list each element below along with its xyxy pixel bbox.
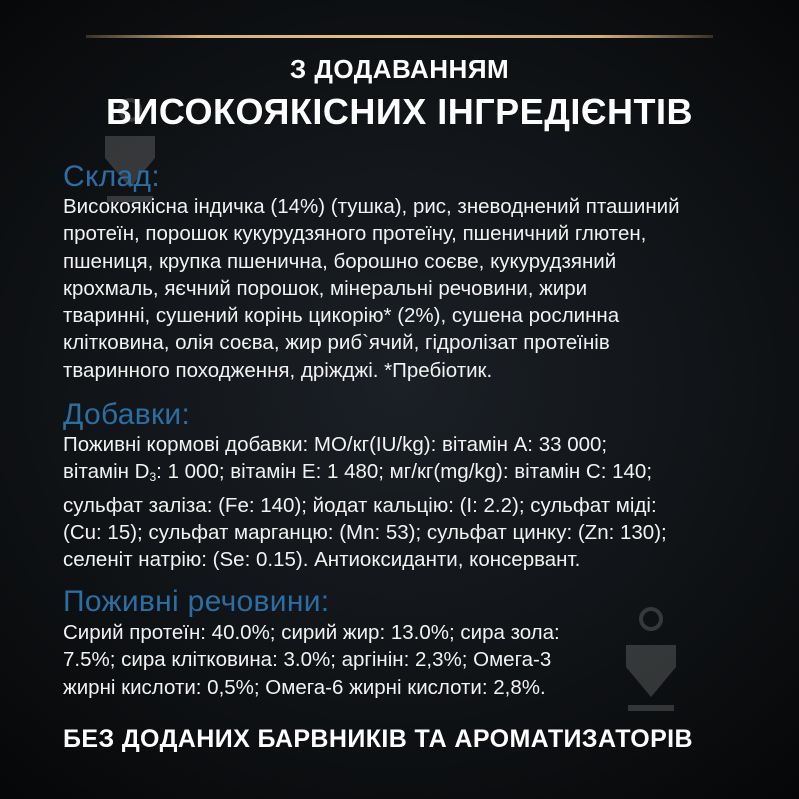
composition-line: крохмаль, яєчний порошок, мінеральні речовини, жири (63, 276, 588, 300)
composition-line: Високоякісна індичка (14%) (тушка), рис, зневоднений пташиний (63, 195, 680, 218)
composition-line: пшениця, крупка пшенична, борошно соєве, кукурудзяний (63, 249, 617, 273)
headline-line-2: ВИСОКОЯКІСНИХ ІНГРЕДІЄНТІВ (106, 91, 693, 132)
footer-claim: БЕЗ ДОДАНИХ БАРВНИКІВ ТА АРОМАТИЗАТОРІВ (63, 725, 693, 753)
additives-line-prefix: вітамін D (63, 460, 150, 484)
composition-text (63, 193, 763, 384)
nutrients-line: Сирий протеїн: 40.0%; сирий жир: 13.0%; сира зола: (63, 621, 560, 644)
additives-line: (Cu: 15); сульфат марганцю: (Mn: 53); сульфат цинку: (Zn: 130); (63, 520, 667, 544)
additives-text (63, 431, 763, 573)
composition-heading: Склад: (63, 160, 160, 193)
nutrients-text (63, 619, 763, 701)
composition-line: тваринні, сушений корінь цикорію* (2%), сушена рослинна (63, 304, 620, 328)
additives-line (63, 458, 763, 491)
additives-heading: Добавки: (63, 398, 191, 431)
nutrients-line: жирні кислоти: 0,5%; Омега-6 жирні кислоти: 2,8%. (63, 675, 546, 699)
nutrients-line: 7.5%; сира клітковина: 3.0%; аргінін: 2,3%; Омега-3 (63, 648, 552, 672)
composition-line: тваринного походження, дріжджі. *Пребіотик. (63, 358, 493, 382)
gold-divider (86, 35, 713, 38)
additives-line: сульфат заліза: (Fe: 140); йодат кальцію: (I: 2.2); сульфат міді: (63, 493, 657, 517)
additives-line: Поживні кормові добавки: МО/кг(IU/kg): вітамін А: 33 000; (63, 433, 608, 456)
subscript: 3 (149, 470, 157, 485)
nutrients-heading: Поживні речовини: (63, 585, 330, 618)
additives-line: селеніт натрію: (Se: 0.15). Антиоксиданти, консервант. (63, 548, 581, 572)
composition-line: протеїн, порошок кукурудзяного протеїну, пшеничний глютен, (63, 222, 647, 246)
composition-line: клітковина, олія соєва, жир риб`ячий, гідролізат протеїнів (63, 331, 610, 355)
headline-line-1: З ДОДАВАННЯМ (289, 54, 510, 84)
additives-line-suffix: : 1 000; вітамін Е: 1 480; мг/кг(mg/kg): вітамін С: 140; (156, 460, 653, 484)
